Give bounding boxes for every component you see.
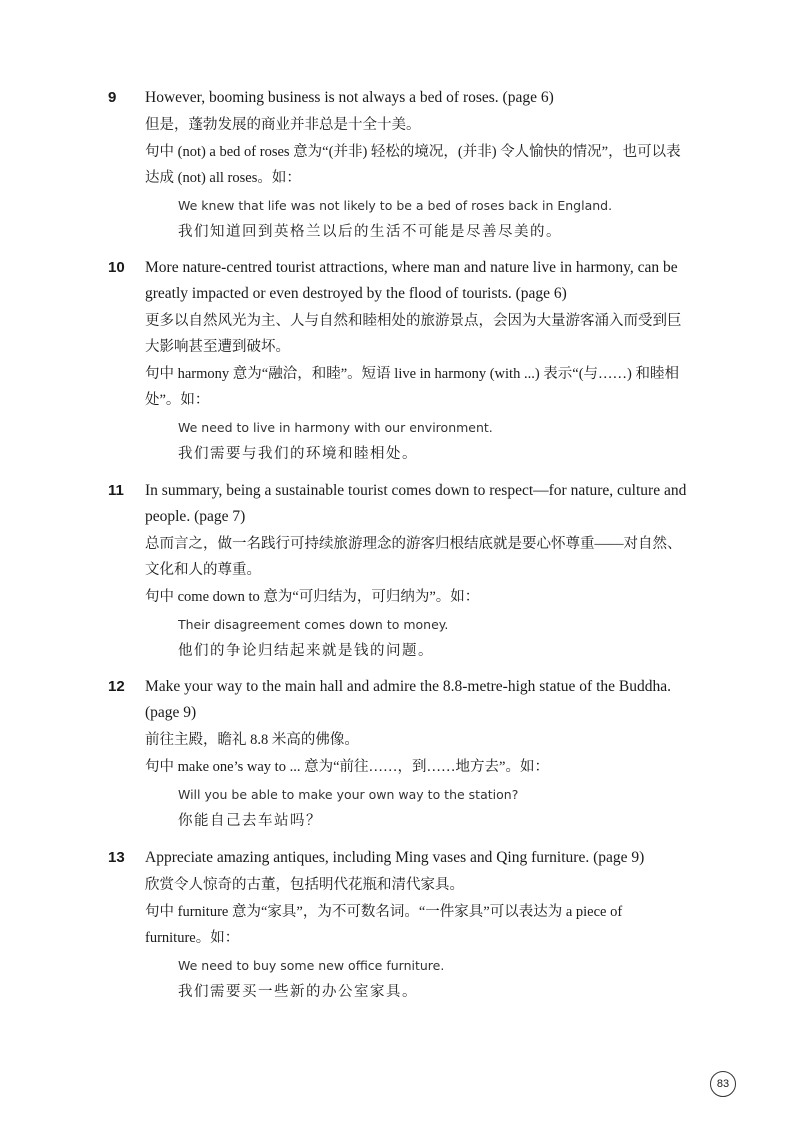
- example-chinese: 我们知道回到英格兰以后的生活不可能是尽善尽美的。: [178, 224, 562, 240]
- example-chinese: 他们的争论归结起来就是钱的问题。: [178, 643, 434, 659]
- entry-body: [145, 478, 688, 662]
- entry-body: [145, 255, 688, 465]
- example-chinese: 我们需要与我们的环境和睦相处。: [178, 446, 418, 462]
- entry-number: 10: [108, 259, 125, 276]
- usage-note: 句中 come down to 意为“可归结为，可归纳为”。如：: [145, 589, 480, 605]
- chinese-translation: 总而言之，做一名践行可持续旅游理念的游客归根结底就是要心怀尊重——对自然、文化和人的尊重。: [145, 536, 682, 578]
- example-chinese: 你能自己去车站吗？: [178, 813, 322, 829]
- usage-note: 句中 make one’s way to ... 意为“前往……，到……地方去”。如：: [145, 759, 549, 775]
- entry-10: [108, 255, 688, 465]
- example-english: We knew that life was not likely to be a bed of roses back in England.: [178, 198, 613, 213]
- entry-number: 11: [108, 482, 124, 499]
- page-number-badge: 83: [710, 1071, 736, 1097]
- example-english: Their disagreement comes down to money.: [178, 617, 449, 632]
- chinese-translation: 更多以自然风光为主、人与自然和睦相处的旅游景点，会因为大量游客涌入而受到巨大影响甚至遭到破坏。: [145, 313, 682, 355]
- example-english: Will you be able to make your own way to the station?: [178, 787, 519, 802]
- entry-12: [108, 674, 688, 832]
- entry-11: [108, 478, 688, 662]
- example-chinese: 我们需要买一些新的办公室家具。: [178, 984, 418, 1000]
- entry-number: 9: [108, 89, 117, 106]
- entry-number: 13: [108, 849, 125, 866]
- usage-note: 句中 furniture 意为“家具”，为不可数名词。“一件家具”可以表达为 a piece of furniture。如：: [145, 904, 623, 946]
- entry-number: 12: [108, 678, 125, 695]
- entry-body: [145, 85, 688, 243]
- english-sentence: Make your way to the main hall and admire the 8.8-metre-high statue of the Buddha. (page 9): [145, 678, 671, 721]
- english-sentence: Appreciate amazing antiques, including Ming vases and Qing furniture. (page 9): [145, 849, 645, 866]
- entry-9: [108, 85, 688, 243]
- example-english: We need to buy some new office furniture.: [178, 958, 445, 973]
- chinese-translation: 欣赏令人惊奇的古董，包括明代花瓶和清代家具。: [145, 877, 464, 893]
- usage-note: 句中 (not) a bed of roses 意为“(并非) 轻松的境况，(并非) 令人愉快的情况”，也可以表达成 (not) all roses。如：: [145, 144, 681, 186]
- chinese-translation: 前往主殿，瞻礼 8.8 米高的佛像。: [145, 732, 359, 748]
- chinese-translation: 但是，蓬勃发展的商业并非总是十全十美。: [145, 117, 421, 133]
- usage-note: 句中 harmony 意为“融洽，和睦”。短语 live in harmony (with ...) 表示“(与……) 和睦相处”。如：: [145, 366, 680, 408]
- entry-body: [145, 674, 688, 832]
- entry-13: [108, 845, 688, 1003]
- english-sentence: More nature-centred tourist attractions, where man and nature live in harmony, can be greatly impacted or even destroyed by the flood of tourists. (page 6): [145, 259, 678, 302]
- english-sentence: However, booming business is not always a bed of roses. (page 6): [145, 89, 554, 106]
- english-sentence: In summary, being a sustainable tourist comes down to respect—for nature, culture and people. (page 7): [145, 482, 687, 525]
- example-english: We need to live in harmony with our environment.: [178, 420, 493, 435]
- entry-body: [145, 845, 688, 1003]
